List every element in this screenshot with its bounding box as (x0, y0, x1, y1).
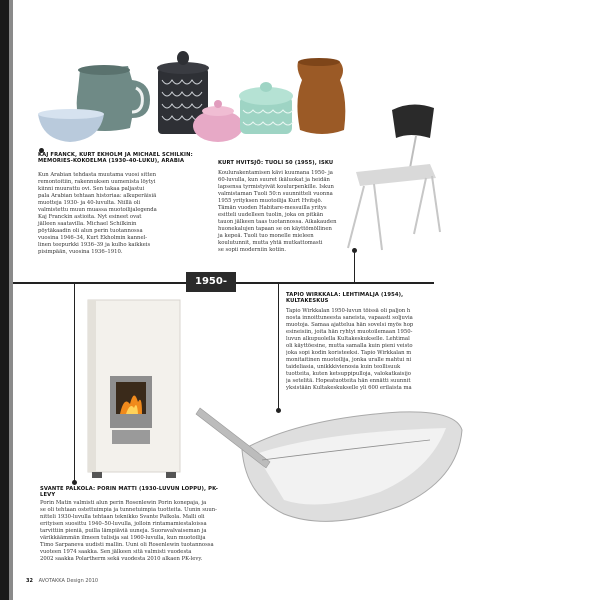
connector-line (278, 282, 279, 410)
article-body: Tapio Wirkkalan 1950-luvun töissä oli paljon h nosta innoittuneesta saneista, vapaasti soljuvia muotoja. Samaa ajattelua hän sovelsi myös hop esineisiin, joita hän ryhtyi muotoilemaan 1950- luvun alkupuolella Kultakeskukselle. Lehtimal oli käyttöesine, mutta samalla kuin pieni veisto joka sopi kodin koristeeksi. Tapio Wirkkalan m monitaitinen muotoilija, jonka uralle mahtui ni taideliasia, unikkkivienosia kuin teollisuuk tuotteita, kuten ketsuppipulloja, valokatkaisijo ja setelitä. Hopeatuotteita hän ennätti suunnit yksistään Kultakeskukselle yli 600 erilaista ma (286, 308, 414, 391)
section-label: 1950-luku (186, 272, 236, 292)
article-heading: KAJ FRANCK, KURT EKHOLM JA MICHAEL SCHILKIN: MEMORIES-KOKOELMA (1930–40-LUKU), ARABIA (38, 152, 193, 165)
article-heading: TAPIO WIRKKALA: LEHTIMALJA (1954), KULTAKESKUS (286, 292, 404, 305)
article-heading: KURT HVITSJÖ: TUOLI 50 (1955), ISKU (218, 160, 334, 166)
article-body: Porin Matin valmisti alun perin Rosenlewin Porin konepaja, ja se oli tehtaan ostettuimpia ja tunnetuimpia tuotteita. Uunin suun- nitteli 1930-luvulla tehtaan teknikko Svante Palkola. Malli oli erityisen suosittu 1940–50-luvulla, jolloin rintamamiestaloissa tarvittiin pieniä, puilla lämpiäviä uuneja. Suoravalvaiseman ja värikkäämmän ilmeen tulisija sai 1960-luvulla, kun muotoilija Timo Sarpaneva uudisti mallin. Uuni oli Rosenlewin tuotannossa vuoteen 1974 saakka. Sen jälkeen sitä valmisti vuodesta 2002 saakka Polartherm sekä vuodesta 2010 alkaen PK-levy. (40, 500, 217, 562)
magazine-name: AVOTAKKA Design 2010 (38, 578, 99, 584)
page-number: 32 (26, 578, 33, 584)
article-body: Kun Arabian tehdasta muutama vuosi sitten remontoitiin, rakennuksen uumenista löytyi kiinni muurattu ovi. Sen takaa paljastui pala Arabian tehtaan historiaa: alkuperäisiä muotteja 1930- ja 40-luvulta. Niillä oli valmistettu muun muassa muotoilijalegenda Kaj Franckin astioita. Nyt esineet ovat jälleen saatavilla. Michael Schilkinin pöytäkaadin oli alun perin tuotannossa vuosina 1946–34, Kurt Ekholmin kannel- linen teepurkki 1936–39 ja kulho kaikkeis pisimpään, vuosina 1936–1910. (38, 172, 157, 255)
connector-dot (72, 480, 77, 485)
connector-line (74, 282, 75, 482)
connector-line (354, 250, 355, 282)
connector-dot (276, 408, 281, 413)
article-body: Koulurakentamisen kävi kuumana 1950- ja 60-luvulla, kun suuret ikäluokat ja heidän lapsensa tyrmistyivät koulurpenkille. Iskun valmistaman Tuoli 50:n suunnitteli vuonna 1955 yrityksen muotoilija Kurt Hvitsjö. Tämän vuoden Habitare-messuilla yritys esitteli uudelleen tuolin, joka on pitkän tauon jälkeen taas tuotannossa. Aikakauden huonekalujen tapaan se on käyttömöllinen ja kepeä. Tuoli tuo monelle mieleen koulutunnit, mutta yhtä mutkattomasti se sopii moderniin kotiin. (218, 170, 337, 253)
page-footer (26, 578, 98, 584)
article-heading: SVANTE PALKOLA: PORIN MATTI (1930-LUVUN LOPPU), PK-LEVY (40, 486, 219, 499)
